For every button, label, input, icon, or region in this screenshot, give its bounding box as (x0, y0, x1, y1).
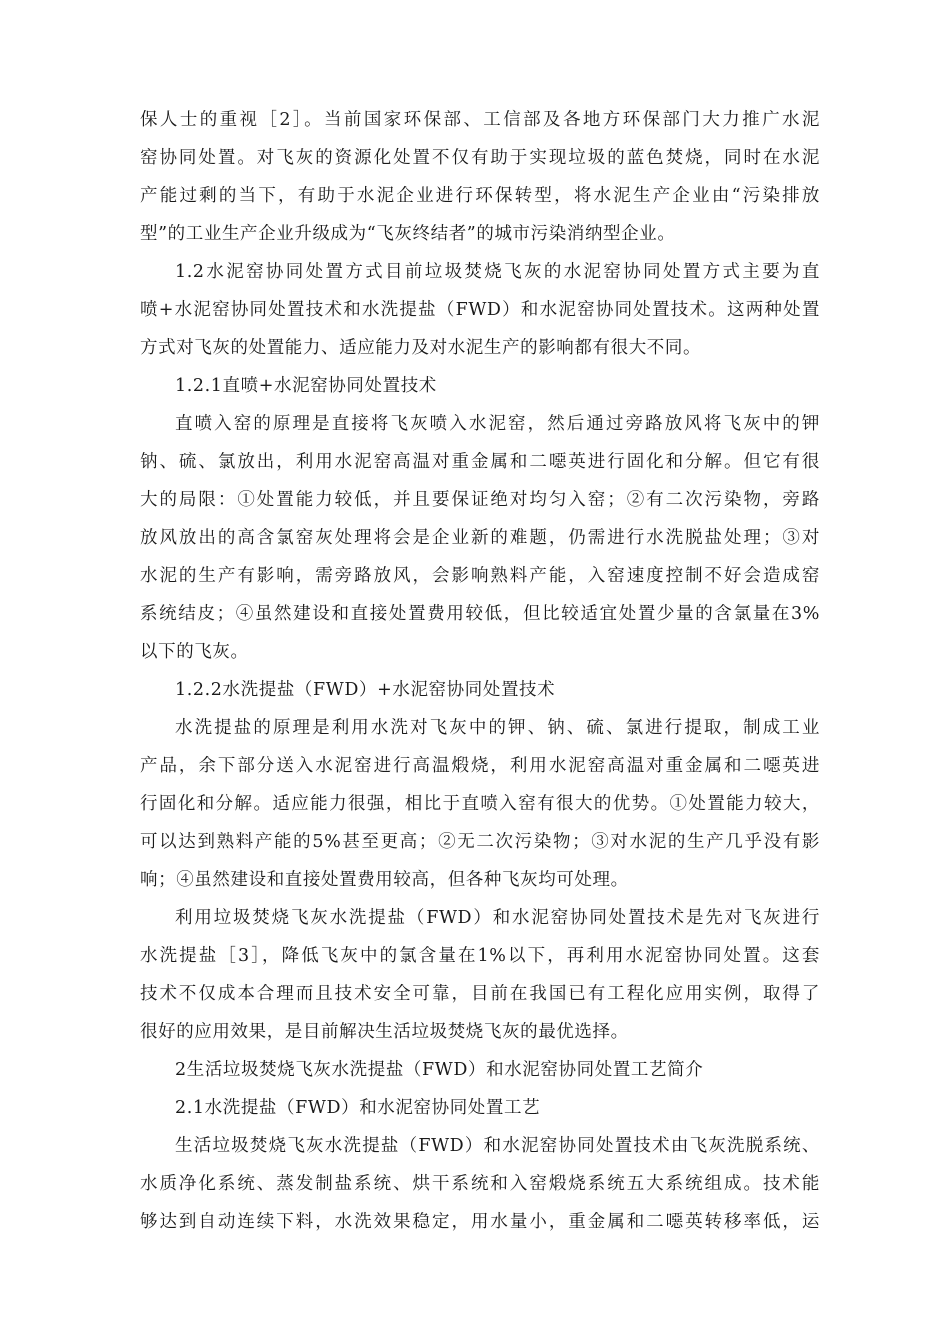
text-line: 水质净化系统、蒸发制盐系统、烘干系统和入窑煅烧系统五大系统组成。技术能 (140, 1174, 820, 1194)
text-line: 钠、硫、氯放出，利用水泥窑高温对重金属和二噁英进行固化和分解。但它有很 (140, 452, 820, 472)
section-heading-1-2-2: 1.2.2水洗提盐（FWD）+水泥窑协同处置技术 (175, 680, 556, 700)
text-line: 大的局限：①处置能力较低，并且要保证绝对均匀入窑；②有二次污染物，旁路 (140, 490, 820, 510)
text-line: 水泥的生产有影响，需旁路放风，会影响熟料产能，入窑速度控制不好会造成窑 (140, 566, 820, 586)
text-line: 很好的应用效果，是目前解决生活垃圾焚烧飞灰的最优选择。 (140, 1022, 629, 1042)
section-heading-1-2-1: 1.2.1直喷+水泥窑协同处置技术 (175, 376, 437, 396)
text-line: 以下的飞灰。 (140, 642, 249, 662)
paragraph-start: 水洗提盐的原理是利用水洗对飞灰中的钾、钠、硫、氯进行提取，制成工业 (175, 718, 820, 738)
text-line: 型”的工业生产企业升级成为“飞灰终结者”的城市污染消纳型企业。 (140, 224, 676, 244)
text-line: 喷+水泥窑协同处置技术和水洗提盐（FWD）和水泥窑协同处置技术。这两种处置 (140, 300, 820, 320)
paragraph-start: 生活垃圾焚烧飞灰水洗提盐（FWD）和水泥窑协同处置技术由飞灰洗脱系统、 (175, 1136, 820, 1156)
paragraph-start: 直喷入窑的原理是直接将飞灰喷入水泥窑，然后通过旁路放风将飞灰中的钾 (175, 414, 820, 434)
text-line: 保人士的重视［2］。当前国家环保部、工信部及各地方环保部门大力推广水泥 (140, 110, 820, 130)
section-heading-2: 2生活垃圾焚烧飞灰水洗提盐（FWD）和水泥窑协同处置工艺简介 (175, 1060, 704, 1080)
text-line: 产品，余下部分送入水泥窑进行高温煅烧，利用水泥窑高温对重金属和二噁英进 (140, 756, 820, 776)
section-heading-1-2: 1.2水泥窑协同处置方式目前垃圾焚烧飞灰的水泥窑协同处置方式主要为直 (175, 262, 820, 282)
text-line: 产能过剩的当下，有助于水泥企业进行环保转型，将水泥生产企业由“污染排放 (140, 186, 820, 206)
text-line: 水洗提盐［3］，降低飞灰中的氯含量在1%以下，再利用水泥窑协同处置。这套 (140, 946, 820, 966)
paragraph-start: 利用垃圾焚烧飞灰水洗提盐（FWD）和水泥窑协同处置技术是先对飞灰进行 (175, 908, 820, 928)
text-line: 行固化和分解。适应能力很强，相比于直喷入窑有很大的优势。①处置能力较大， (140, 794, 820, 814)
text-line: 窑协同处置。对飞灰的资源化处置不仅有助于实现垃圾的蓝色焚烧，同时在水泥 (140, 148, 820, 168)
section-heading-2-1: 2.1水洗提盐（FWD）和水泥窑协同处置工艺 (175, 1098, 541, 1118)
text-line: 方式对飞灰的处置能力、适应能力及对水泥生产的影响都有很大不同。 (140, 338, 702, 358)
text-line: 够达到自动连续下料，水洗效果稳定，用水量小，重金属和二噁英转移率低，运 (140, 1212, 820, 1232)
text-line: 技术不仅成本合理而且技术安全可靠，目前在我国已有工程化应用实例，取得了 (140, 984, 820, 1004)
text-line: 放风放出的高含氯窑灰处理将会是企业新的难题，仍需进行水洗脱盐处理；③对 (140, 528, 820, 548)
text-line: 系统结皮；④虽然建设和直接处置费用较低，但比较适宜处置少量的含氯量在3% (140, 604, 820, 624)
text-line: 响；④虽然建设和直接处置费用较高，但各种飞灰均可处理。 (140, 870, 629, 890)
text-line: 可以达到熟料产能的5%甚至更高；②无二次污染物；③对水泥的生产几乎没有影 (140, 832, 820, 852)
